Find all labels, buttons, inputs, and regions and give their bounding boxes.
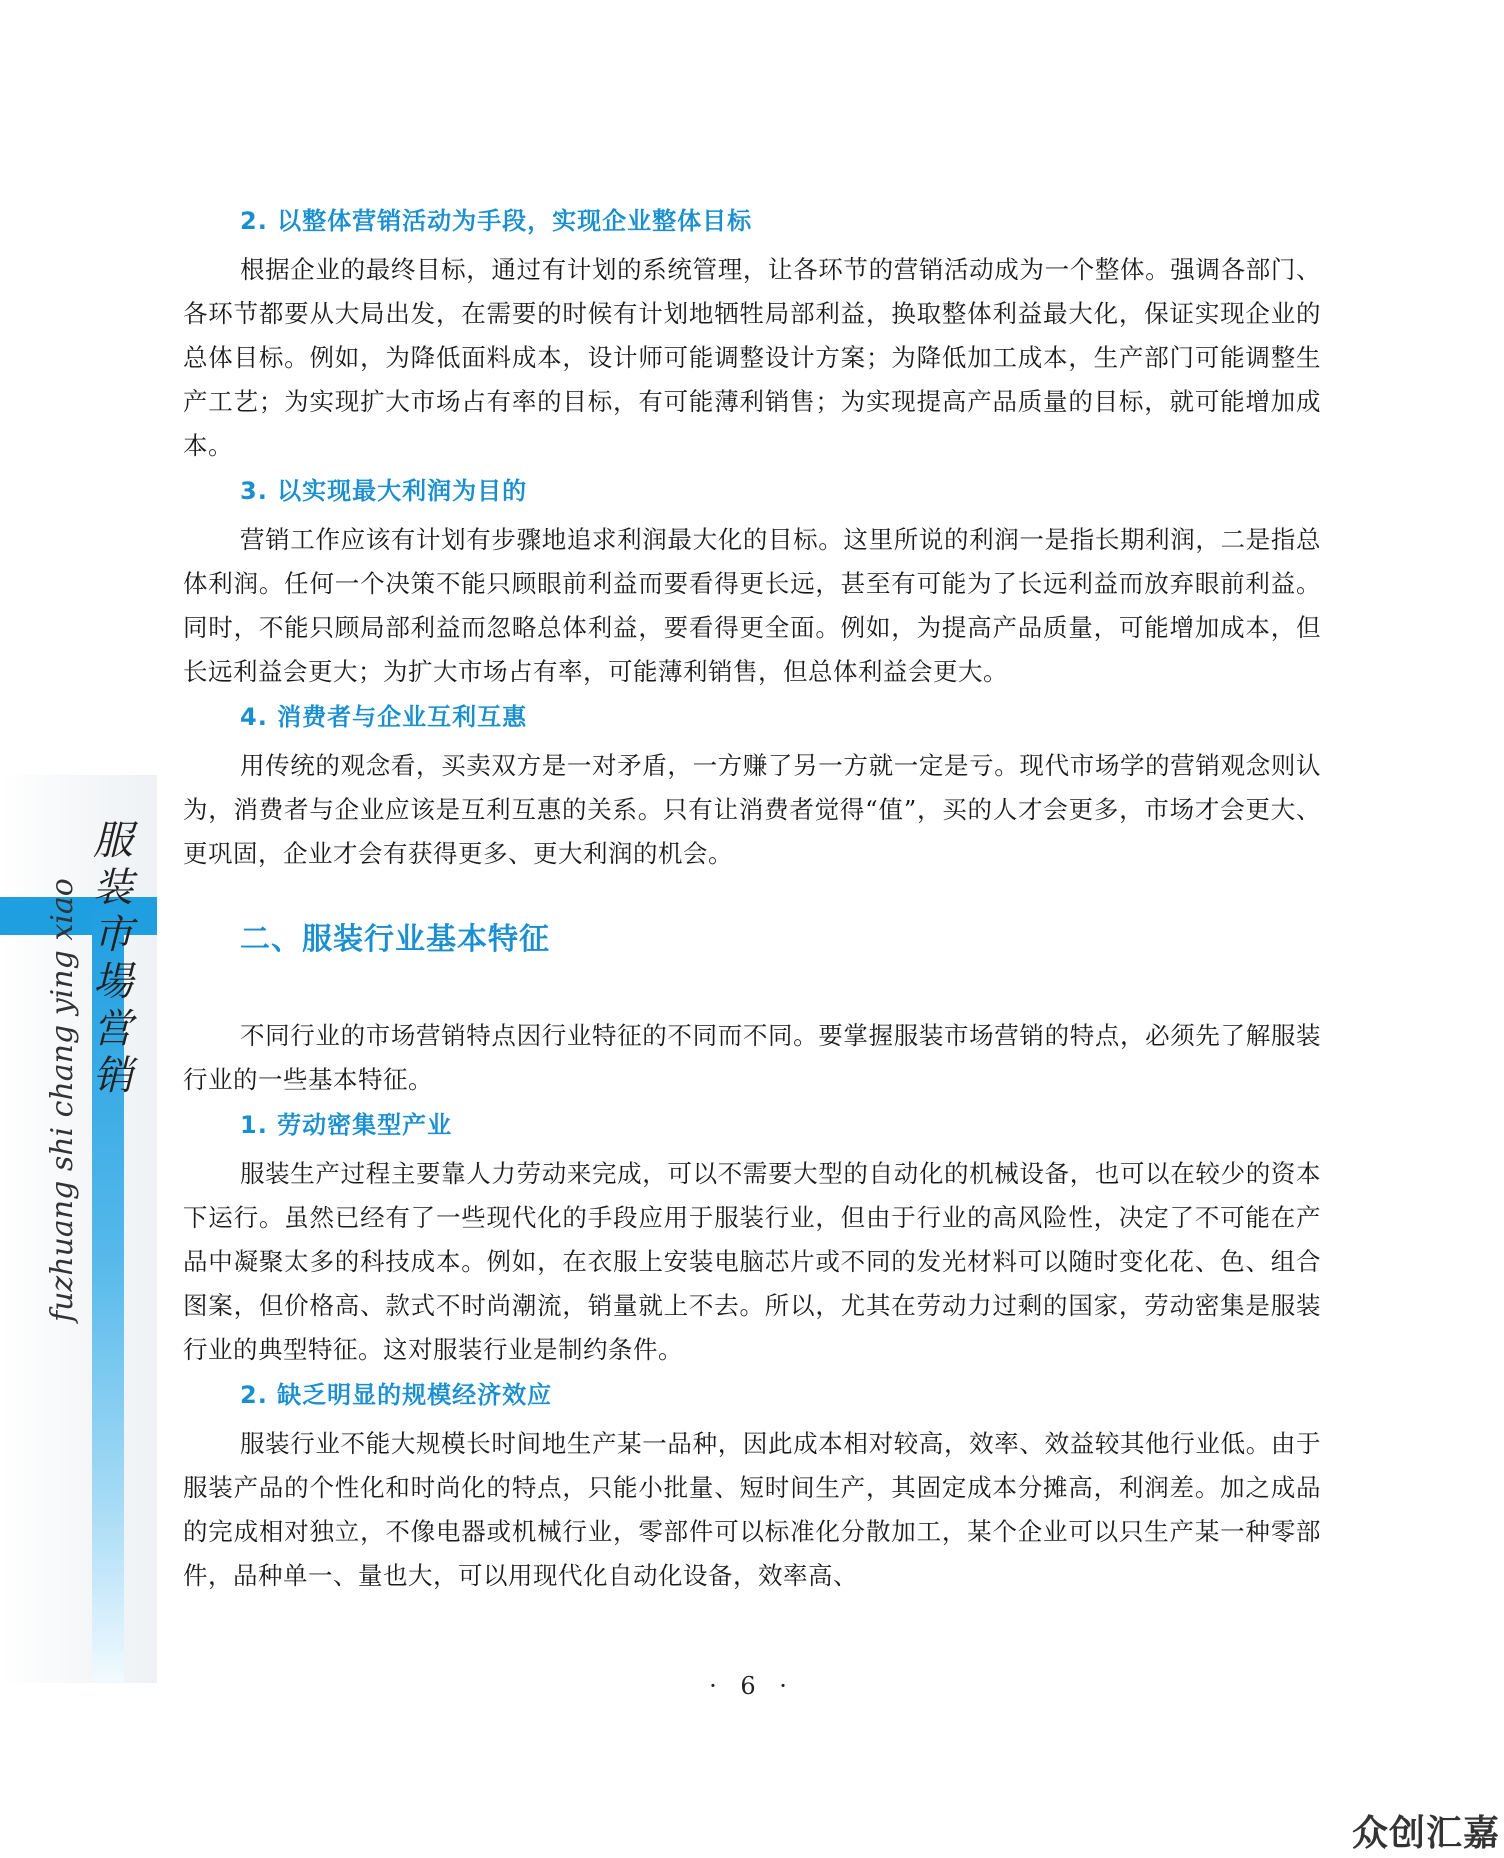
- book-title-char: 服: [93, 818, 133, 864]
- book-title-vertical: [90, 818, 136, 1100]
- page-content: [183, 198, 1321, 1598]
- paragraph-2: 根据企业的最终目标，通过有计划的系统管理，让各环节的营销活动成为一个整体。强调各部门、各环节都要从大局出发，在需要的时候有计划地牺牲局部利益，换取整体利益最大化，保证实现企业的总体目标。例如，为降低面料成本，设计师可能调整设计方案；为降低加工成本，生产部门可能调整生产工艺；为实现扩大市场占有率的目标，有可能薄利销售；为实现提高产品质量的目标，就可能增加成本。: [183, 255, 1321, 460]
- subheading-2: 2. 以整体营销活动为手段，实现企业整体目标: [240, 207, 753, 235]
- paragraph-labor-intensive: 服装生产过程主要靠人力劳动来完成，可以不需要大型的自动化的机械设备，也可以在较少的资本下运行。虽然已经有了一些现代化的手段应用于服装行业，但由于行业的高风险性，决定了不可能在产品中凝聚太多的科技成本。例如，在衣服上安装电脑芯片或不同的发光材料可以随时变化花、色、组合图案，但价格高、款式不时尚潮流，销量就上不去。所以，尤其在劳动力过剩的国家，劳动密集是服装行业的典型特征。这对服装行业是制约条件。: [183, 1159, 1321, 1364]
- book-title-char: 装: [93, 865, 133, 911]
- paragraph-4: 用传统的观念看，买卖双方是一对矛盾，一方赚了另一方就一定是亏。现代市场学的营销观念则认为，消费者与企业应该是互利互惠的关系。只有让消费者觉得“值”，买的人才会更多，市场才会更大、更巩固，企业才会有获得更多、更大利润的机会。: [183, 751, 1321, 868]
- book-title-char: 営: [93, 1006, 133, 1052]
- subheading-4: 4. 消费者与企业互利互惠: [240, 703, 528, 731]
- watermark-logo: 众创汇嘉: [1351, 1813, 1500, 1854]
- section-title: 二、服装行业基本特征: [240, 922, 550, 957]
- book-title-char: 場: [93, 959, 133, 1005]
- subheading-labor-intensive: 1. 劳动密集型产业: [240, 1111, 453, 1139]
- subheading-scale-economy: 2. 缺乏明显的规模经济效应: [240, 1381, 553, 1409]
- page-number: · 6 ·: [709, 1672, 795, 1700]
- paragraph-3: 营销工作应该有计划有步骤地追求利润最大化的目标。这里所说的利润一是指长期利润，二是指总体利润。任何一个决策不能只顾眼前利益而要看得更长远，甚至有可能为了长远利益而放弃眼前利益。同时，不能只顾局部利益而忽略总体利益，要看得更全面。例如，为提高产品质量，可能增加成本，但长远利益会更大；为扩大市场占有率，可能薄利销售，但总体利益会更大。: [183, 525, 1321, 686]
- book-title-char: 销: [93, 1053, 133, 1099]
- book-title-char: 市: [93, 912, 133, 958]
- section-intro-paragraph: 不同行业的市场营销特点因行业特征的不同而不同。要掌握服装市场营销的特点，必须先了解服装行业的一些基本特征。: [183, 1021, 1321, 1094]
- book-title-pinyin: fuzhuang shi chang ying xiao: [45, 878, 80, 1322]
- subheading-3: 3. 以实现最大利润为目的: [240, 477, 528, 505]
- paragraph-scale-economy: 服装行业不能大规模长时间地生产某一品种，因此成本相对较高，效率、效益较其他行业低。由于服装产品的个性化和时尚化的特点，只能小批量、短时间生产，其固定成本分摊高，利润差。加之成品的完成相对独立，不像电器或机械行业，零部件可以标准化分散加工，某个企业可以只生产某一种零部件，品种单一、量也大，可以用现代化自动化设备，效率高、: [183, 1429, 1321, 1590]
